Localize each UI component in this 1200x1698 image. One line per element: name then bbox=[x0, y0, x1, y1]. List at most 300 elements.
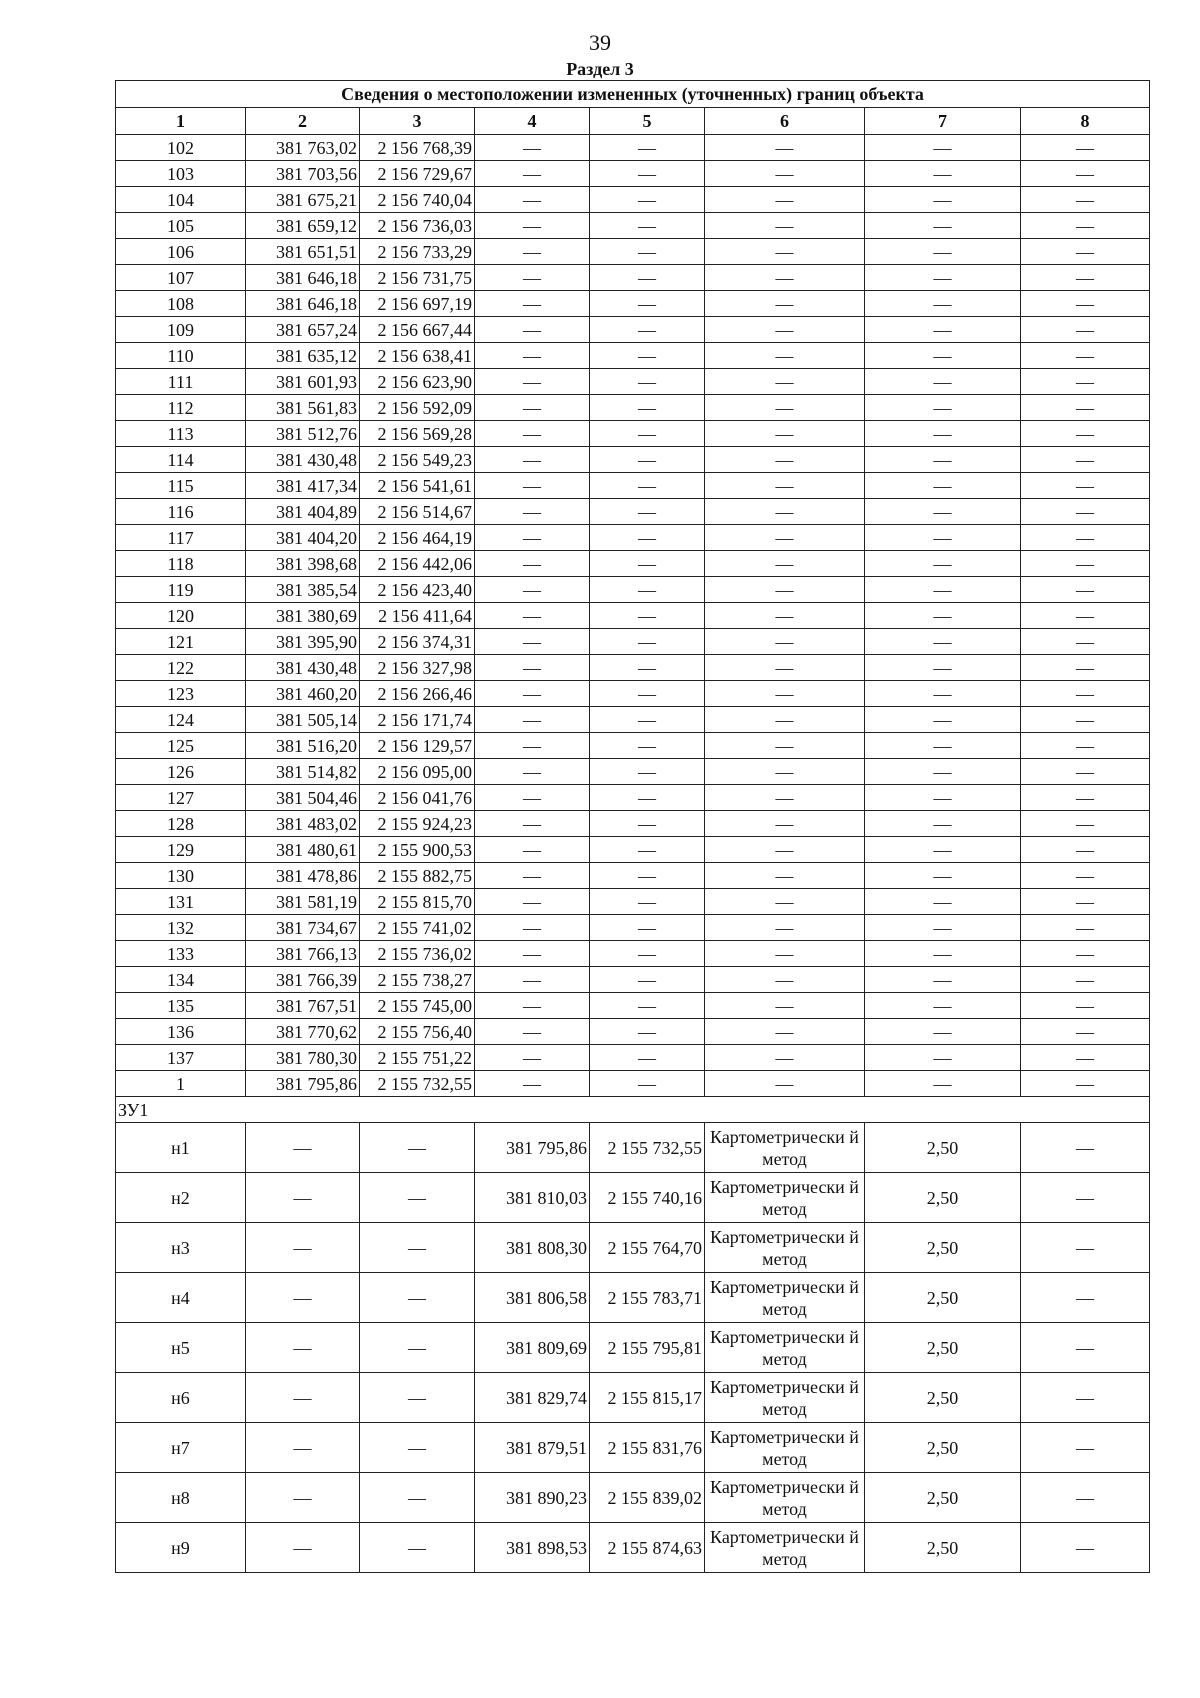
table-cell: — bbox=[360, 1523, 475, 1573]
table-cell: н2 bbox=[116, 1173, 246, 1223]
table-row bbox=[116, 1019, 1150, 1045]
table-cell: — bbox=[1021, 993, 1150, 1019]
table-cell: 107 bbox=[116, 265, 246, 291]
table-cell: — bbox=[475, 473, 590, 499]
table-cell: — bbox=[865, 967, 1021, 993]
table-cell: 2 155 745,00 bbox=[360, 993, 475, 1019]
table-row bbox=[116, 1523, 1150, 1573]
table-cell: — bbox=[475, 707, 590, 733]
table-cell: 119 bbox=[116, 577, 246, 603]
table-cell: — bbox=[475, 1045, 590, 1071]
table-cell: 130 bbox=[116, 863, 246, 889]
table-cell: — bbox=[590, 499, 705, 525]
table-cell: 2 156 623,90 bbox=[360, 369, 475, 395]
table-cell: — bbox=[705, 707, 865, 733]
table-cell: н8 bbox=[116, 1473, 246, 1523]
table-cell: 381 430,48 bbox=[246, 655, 360, 681]
table-cell: — bbox=[590, 941, 705, 967]
table-cell: — bbox=[475, 421, 590, 447]
column-header: 7 bbox=[865, 108, 1021, 135]
table-cell: — bbox=[590, 213, 705, 239]
table-cell: 381 601,93 bbox=[246, 369, 360, 395]
table-cell: 381 898,53 bbox=[475, 1523, 590, 1573]
table-row bbox=[116, 681, 1150, 707]
table-cell: 381 890,23 bbox=[475, 1473, 590, 1523]
table-cell: 104 bbox=[116, 187, 246, 213]
table-cell: — bbox=[1021, 1173, 1150, 1223]
table-row bbox=[116, 213, 1150, 239]
table-cell: — bbox=[865, 161, 1021, 187]
table-cell: — bbox=[865, 941, 1021, 967]
table-cell: 2 155 741,02 bbox=[360, 915, 475, 941]
table-cell: — bbox=[590, 629, 705, 655]
table-cell: — bbox=[1021, 967, 1150, 993]
table-cell: 2 155 736,02 bbox=[360, 941, 475, 967]
table-cell: — bbox=[475, 1071, 590, 1097]
table-cell: 381 879,51 bbox=[475, 1423, 590, 1473]
table-cell: 2 156 423,40 bbox=[360, 577, 475, 603]
table-cell: 113 bbox=[116, 421, 246, 447]
section-title: Раздел 3 bbox=[566, 59, 634, 79]
table-cell: 111 bbox=[116, 369, 246, 395]
table-cell: 131 bbox=[116, 889, 246, 915]
table-cell: — bbox=[590, 421, 705, 447]
table-cell: — bbox=[475, 213, 590, 239]
table-cell: — bbox=[475, 187, 590, 213]
table-cell: — bbox=[865, 655, 1021, 681]
table-cell: — bbox=[1021, 1423, 1150, 1473]
table-cell: 2 156 514,67 bbox=[360, 499, 475, 525]
table-cell: — bbox=[705, 499, 865, 525]
table-cell: 133 bbox=[116, 941, 246, 967]
table-cell: — bbox=[1021, 213, 1150, 239]
table-cell: 2 155 831,76 bbox=[590, 1423, 705, 1473]
table-row bbox=[116, 1423, 1150, 1473]
table-cell: — bbox=[590, 603, 705, 629]
table-cell: 2,50 bbox=[865, 1523, 1021, 1573]
table-cell: 2 155 783,71 bbox=[590, 1273, 705, 1323]
table-cell: — bbox=[705, 655, 865, 681]
table-row bbox=[116, 135, 1150, 161]
table-cell: 381 505,14 bbox=[246, 707, 360, 733]
table-cell: — bbox=[360, 1473, 475, 1523]
table-cell: — bbox=[1021, 603, 1150, 629]
table-cell: — bbox=[1021, 161, 1150, 187]
table-cell: 2 155 732,55 bbox=[360, 1071, 475, 1097]
table-cell: 381 417,34 bbox=[246, 473, 360, 499]
table-row bbox=[116, 1045, 1150, 1071]
table-cell: — bbox=[1021, 733, 1150, 759]
column-header: 3 bbox=[360, 108, 475, 135]
table-cell: — bbox=[590, 239, 705, 265]
table-cell: — bbox=[865, 499, 1021, 525]
table-cell: — bbox=[705, 863, 865, 889]
table-cell: — bbox=[590, 1019, 705, 1045]
table-cell: — bbox=[475, 811, 590, 837]
table-cell: — bbox=[360, 1173, 475, 1223]
table-cell: — bbox=[590, 733, 705, 759]
table-cell: — bbox=[865, 993, 1021, 1019]
table-cell: — bbox=[475, 577, 590, 603]
table-cell: — bbox=[705, 759, 865, 785]
table-cell: 137 bbox=[116, 1045, 246, 1071]
table-cell: — bbox=[705, 161, 865, 187]
table-cell: — bbox=[360, 1373, 475, 1423]
table-cell: — bbox=[1021, 759, 1150, 785]
table-cell: 381 809,69 bbox=[475, 1323, 590, 1373]
table-cell: 381 398,68 bbox=[246, 551, 360, 577]
table-cell: 2 156 729,67 bbox=[360, 161, 475, 187]
table-cell: 128 bbox=[116, 811, 246, 837]
table-cell: — bbox=[246, 1523, 360, 1573]
table-cell: 2 156 327,98 bbox=[360, 655, 475, 681]
table-cell: 2 156 697,19 bbox=[360, 291, 475, 317]
table-cell: 105 bbox=[116, 213, 246, 239]
table-cell: — bbox=[475, 785, 590, 811]
table-row bbox=[116, 889, 1150, 915]
table-row bbox=[116, 1123, 1150, 1173]
table-cell: — bbox=[705, 343, 865, 369]
table-cell: — bbox=[1021, 447, 1150, 473]
table-cell: — bbox=[1021, 1071, 1150, 1097]
table-cell: н5 bbox=[116, 1323, 246, 1373]
method-cell: Картометрически й метод bbox=[705, 1323, 865, 1373]
table-cell: 126 bbox=[116, 759, 246, 785]
table-cell: — bbox=[865, 447, 1021, 473]
table-row bbox=[116, 785, 1150, 811]
table-cell: — bbox=[865, 1019, 1021, 1045]
table-cell: 122 bbox=[116, 655, 246, 681]
table-cell: — bbox=[1021, 1523, 1150, 1573]
table-cell: 108 bbox=[116, 291, 246, 317]
table-cell: 2 156 592,09 bbox=[360, 395, 475, 421]
table-cell: — bbox=[590, 265, 705, 291]
table-row bbox=[116, 291, 1150, 317]
table-cell: — bbox=[590, 187, 705, 213]
table-cell: 2,50 bbox=[865, 1123, 1021, 1173]
table-cell: — bbox=[1021, 395, 1150, 421]
table-cell: 2,50 bbox=[865, 1323, 1021, 1373]
table-cell: 381 763,02 bbox=[246, 135, 360, 161]
table-cell: — bbox=[705, 681, 865, 707]
table-cell: — bbox=[475, 993, 590, 1019]
table-cell: — bbox=[865, 1071, 1021, 1097]
table-cell: 381 516,20 bbox=[246, 733, 360, 759]
table-row bbox=[116, 447, 1150, 473]
table-cell: — bbox=[1021, 811, 1150, 837]
table-cell: 136 bbox=[116, 1019, 246, 1045]
table-cell: 2,50 bbox=[865, 1373, 1021, 1423]
table-cell: — bbox=[1021, 499, 1150, 525]
table-cell: 2 155 740,16 bbox=[590, 1173, 705, 1223]
table-cell: — bbox=[475, 135, 590, 161]
table-cell: — bbox=[475, 343, 590, 369]
table-cell: — bbox=[590, 993, 705, 1019]
table-cell: 2 155 764,70 bbox=[590, 1223, 705, 1273]
table-cell: — bbox=[1021, 1273, 1150, 1323]
table-cell: — bbox=[865, 785, 1021, 811]
table-cell: 125 bbox=[116, 733, 246, 759]
table-cell: 127 bbox=[116, 785, 246, 811]
table-row bbox=[116, 395, 1150, 421]
table-cell: — bbox=[1021, 187, 1150, 213]
table-cell: — bbox=[590, 759, 705, 785]
table-cell: 381 395,90 bbox=[246, 629, 360, 655]
table-cell: — bbox=[1021, 551, 1150, 577]
table-cell: 112 bbox=[116, 395, 246, 421]
table-cell: — bbox=[590, 967, 705, 993]
table-cell: — bbox=[590, 135, 705, 161]
table-cell: — bbox=[590, 369, 705, 395]
table-cell: 2 156 549,23 bbox=[360, 447, 475, 473]
table-cell: 132 bbox=[116, 915, 246, 941]
table-cell: — bbox=[1021, 265, 1150, 291]
table-cell: — bbox=[246, 1223, 360, 1273]
column-header: 4 bbox=[475, 108, 590, 135]
table-cell: 2 156 638,41 bbox=[360, 343, 475, 369]
table-cell: — bbox=[865, 603, 1021, 629]
table-cell: 381 404,89 bbox=[246, 499, 360, 525]
table-cell: — bbox=[705, 369, 865, 395]
table-row bbox=[116, 499, 1150, 525]
table-cell: — bbox=[590, 551, 705, 577]
table-cell: — bbox=[705, 811, 865, 837]
table-cell: — bbox=[1021, 629, 1150, 655]
method-cell: Картометрически й метод bbox=[705, 1423, 865, 1473]
table-cell: — bbox=[246, 1173, 360, 1223]
table-cell: 381 795,86 bbox=[475, 1123, 590, 1173]
table-cell: 381 380,69 bbox=[246, 603, 360, 629]
table-cell: — bbox=[705, 629, 865, 655]
table-cell: — bbox=[475, 967, 590, 993]
method-cell: Картометрически й метод bbox=[705, 1173, 865, 1223]
table-cell: 2,50 bbox=[865, 1223, 1021, 1273]
table-cell: 381 480,61 bbox=[246, 837, 360, 863]
table-cell: 2 155 756,40 bbox=[360, 1019, 475, 1045]
table-cell: н9 bbox=[116, 1523, 246, 1573]
table-row bbox=[116, 967, 1150, 993]
table-cell: — bbox=[705, 213, 865, 239]
table-cell: — bbox=[865, 681, 1021, 707]
table-cell: 381 512,76 bbox=[246, 421, 360, 447]
column-header: 1 bbox=[116, 108, 246, 135]
table-cell: 120 bbox=[116, 603, 246, 629]
table-cell: — bbox=[865, 395, 1021, 421]
table-cell: — bbox=[705, 421, 865, 447]
table-cell: — bbox=[475, 291, 590, 317]
table-cell: 2 155 751,22 bbox=[360, 1045, 475, 1071]
table-cell: — bbox=[590, 785, 705, 811]
table-row bbox=[116, 1273, 1150, 1323]
table-cell: — bbox=[590, 291, 705, 317]
table-cell: 381 703,56 bbox=[246, 161, 360, 187]
boundary-coordinates-table bbox=[115, 80, 1150, 1573]
table-cell: 2 156 374,31 bbox=[360, 629, 475, 655]
table-cell: — bbox=[1021, 941, 1150, 967]
table-cell: 103 bbox=[116, 161, 246, 187]
table-cell: 381 659,12 bbox=[246, 213, 360, 239]
table-cell: — bbox=[1021, 1323, 1150, 1373]
table-cell: 2 155 815,17 bbox=[590, 1373, 705, 1423]
table-cell: 2 156 768,39 bbox=[360, 135, 475, 161]
table-row bbox=[116, 1373, 1150, 1423]
table-cell: 2 155 924,23 bbox=[360, 811, 475, 837]
table-cell: — bbox=[1021, 135, 1150, 161]
table-cell: 2,50 bbox=[865, 1273, 1021, 1323]
table-cell: 2 156 736,03 bbox=[360, 213, 475, 239]
table-cell: — bbox=[360, 1223, 475, 1273]
table-cell: — bbox=[1021, 1045, 1150, 1071]
table-cell: — bbox=[1021, 1473, 1150, 1523]
table-cell: — bbox=[475, 1019, 590, 1045]
table-cell: — bbox=[1021, 421, 1150, 447]
table-cell: — bbox=[1021, 915, 1150, 941]
table-cell: 2 156 740,04 bbox=[360, 187, 475, 213]
table-cell: 381 795,86 bbox=[246, 1071, 360, 1097]
table-cell: — bbox=[705, 551, 865, 577]
table-cell: — bbox=[705, 967, 865, 993]
table-cell: 381 478,86 bbox=[246, 863, 360, 889]
table-cell: 123 bbox=[116, 681, 246, 707]
table-body bbox=[116, 81, 1150, 1573]
table-cell: — bbox=[865, 837, 1021, 863]
table-row bbox=[116, 421, 1150, 447]
table-cell: 381 806,58 bbox=[475, 1273, 590, 1323]
table-cell: — bbox=[475, 551, 590, 577]
table-cell: — bbox=[246, 1123, 360, 1173]
table-cell: — bbox=[590, 343, 705, 369]
table-cell: — bbox=[475, 837, 590, 863]
table-cell: 381 657,24 bbox=[246, 317, 360, 343]
table-cell: — bbox=[865, 369, 1021, 395]
table-cell: — bbox=[705, 889, 865, 915]
table-row bbox=[116, 161, 1150, 187]
table-cell: — bbox=[865, 915, 1021, 941]
table-cell: — bbox=[865, 577, 1021, 603]
table-cell: — bbox=[865, 291, 1021, 317]
table-cell: — bbox=[360, 1273, 475, 1323]
table-cell: — bbox=[705, 187, 865, 213]
table-cell: — bbox=[705, 317, 865, 343]
table-row bbox=[116, 603, 1150, 629]
table-cell: — bbox=[475, 447, 590, 473]
table-cell: — bbox=[1021, 317, 1150, 343]
table-cell: — bbox=[1021, 1123, 1150, 1173]
table-cell: — bbox=[705, 395, 865, 421]
table-cell: — bbox=[865, 343, 1021, 369]
table-cell: — bbox=[1021, 239, 1150, 265]
table-cell: 134 bbox=[116, 967, 246, 993]
table-cell: 2 156 411,64 bbox=[360, 603, 475, 629]
table-cell: 2 156 095,00 bbox=[360, 759, 475, 785]
table-cell: — bbox=[1021, 863, 1150, 889]
table-cell: 381 766,13 bbox=[246, 941, 360, 967]
table-cell: — bbox=[1021, 577, 1150, 603]
table-cell: — bbox=[475, 863, 590, 889]
table-cell: — bbox=[705, 473, 865, 499]
table-cell: 1 bbox=[116, 1071, 246, 1097]
table-cell: 381 808,30 bbox=[475, 1223, 590, 1273]
table-cell: — bbox=[865, 473, 1021, 499]
table-row bbox=[116, 655, 1150, 681]
table-cell: 109 bbox=[116, 317, 246, 343]
table-cell: — bbox=[360, 1423, 475, 1473]
table-cell: 2 156 541,61 bbox=[360, 473, 475, 499]
table-cell: — bbox=[1021, 291, 1150, 317]
table-cell: 381 460,20 bbox=[246, 681, 360, 707]
table-cell: 381 504,46 bbox=[246, 785, 360, 811]
table-cell: — bbox=[865, 1045, 1021, 1071]
table-cell: 381 404,20 bbox=[246, 525, 360, 551]
table-cell: — bbox=[1021, 369, 1150, 395]
table-cell: 381 646,18 bbox=[246, 265, 360, 291]
table-cell: н6 bbox=[116, 1373, 246, 1423]
table-cell: — bbox=[705, 291, 865, 317]
column-header: 2 bbox=[246, 108, 360, 135]
table-cell: — bbox=[705, 733, 865, 759]
table-cell: н4 bbox=[116, 1273, 246, 1323]
table-cell: — bbox=[705, 135, 865, 161]
table-cell: — bbox=[865, 239, 1021, 265]
table-cell: — bbox=[475, 655, 590, 681]
table-row bbox=[116, 629, 1150, 655]
table-cell: 2 155 732,55 bbox=[590, 1123, 705, 1173]
table-cell: — bbox=[246, 1473, 360, 1523]
table-row bbox=[116, 1223, 1150, 1273]
table-cell: — bbox=[475, 681, 590, 707]
table-row bbox=[116, 733, 1150, 759]
table-cell: — bbox=[1021, 889, 1150, 915]
table-cell: 381 483,02 bbox=[246, 811, 360, 837]
table-cell: — bbox=[590, 577, 705, 603]
table-cell: — bbox=[246, 1423, 360, 1473]
table-cell: 2 156 442,06 bbox=[360, 551, 475, 577]
table-cell: — bbox=[705, 447, 865, 473]
table-cell: — bbox=[705, 915, 865, 941]
table-cell: — bbox=[590, 655, 705, 681]
table-cell: 2 156 569,28 bbox=[360, 421, 475, 447]
table-cell: — bbox=[475, 629, 590, 655]
table-cell: — bbox=[475, 603, 590, 629]
table-row bbox=[116, 993, 1150, 1019]
method-cell: Картометрически й метод bbox=[705, 1123, 865, 1173]
table-cell: — bbox=[590, 863, 705, 889]
table-cell: — bbox=[475, 915, 590, 941]
table-row bbox=[116, 1323, 1150, 1373]
table-cell: 381 430,48 bbox=[246, 447, 360, 473]
table-cell: — bbox=[865, 525, 1021, 551]
table-row bbox=[116, 837, 1150, 863]
table-cell: 381 385,54 bbox=[246, 577, 360, 603]
table-row bbox=[116, 1473, 1150, 1523]
table-cell: — bbox=[865, 265, 1021, 291]
table-cell: — bbox=[475, 265, 590, 291]
table-cell: — bbox=[705, 785, 865, 811]
table-row bbox=[116, 1173, 1150, 1223]
method-cell: Картометрически й метод bbox=[705, 1523, 865, 1573]
table-cell: — bbox=[705, 1045, 865, 1071]
table-header-row bbox=[116, 108, 1150, 135]
table-row bbox=[116, 1071, 1150, 1097]
table-row bbox=[116, 369, 1150, 395]
table-cell: — bbox=[475, 889, 590, 915]
table-cell: — bbox=[1021, 655, 1150, 681]
table-cell: — bbox=[360, 1123, 475, 1173]
table-cell: — bbox=[360, 1323, 475, 1373]
table-cell: 381 514,82 bbox=[246, 759, 360, 785]
table-cell: — bbox=[1021, 1373, 1150, 1423]
table-cell: — bbox=[865, 811, 1021, 837]
